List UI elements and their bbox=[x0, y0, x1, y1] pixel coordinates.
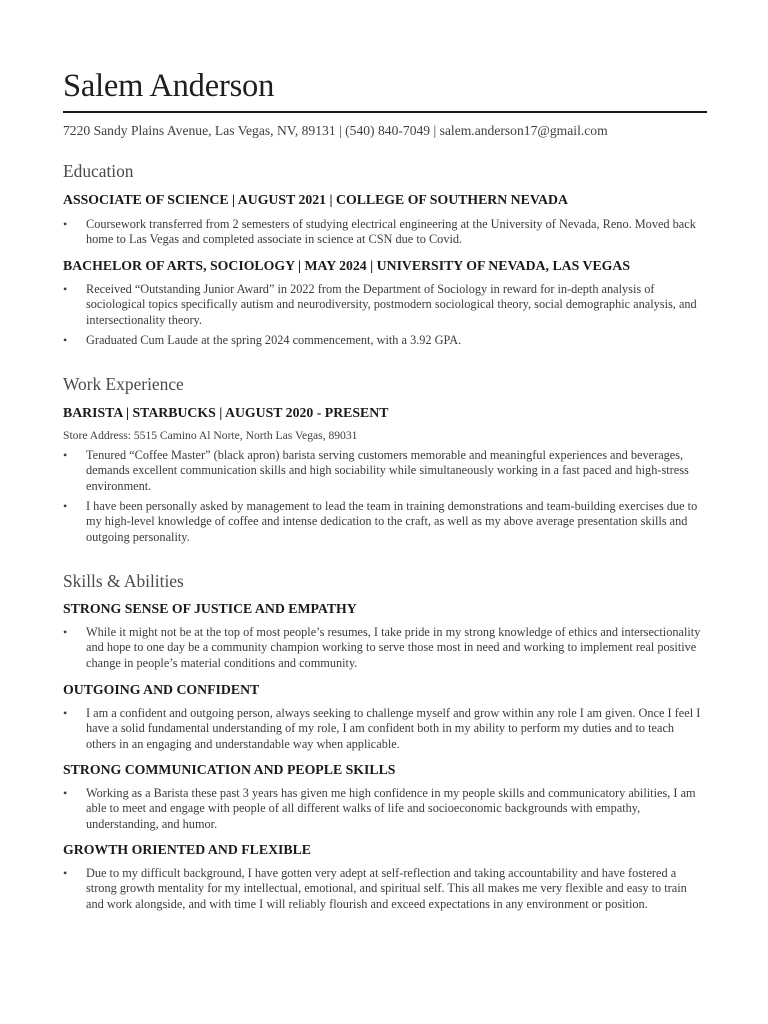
skill-entry bbox=[63, 601, 707, 617]
work-entry bbox=[63, 405, 707, 421]
bullet-text: Due to my difficult background, I have gotten very adept at self-reflection and taking accountability and have fostered a strong growth mentality for my intellectual, emotional, and spiritual self. This all makes me very flexible and easy to train and work alongside, and with time I will reliably flourish and exceed expectations in any environment or position. bbox=[86, 866, 687, 911]
list-item bbox=[63, 217, 707, 248]
education-heading: Education bbox=[63, 161, 134, 181]
bullet-text: I am a confident and outgoing person, always seeking to challenge myself and grow within any role I am given. Once I feel I have a solid fundamental understanding of my role, I am confident both in my ability to perform my duties and to teach others in an engaging and understandable way when applicable. bbox=[86, 706, 701, 751]
header-divider bbox=[63, 111, 707, 113]
contact-info: 7220 Sandy Plains Avenue, Las Vegas, NV, 89131 | (540) 840-7049 | salem.anderson17@gmail.com bbox=[63, 123, 608, 138]
entry-heading: BARISTA | STARBUCKS | AUGUST 2020 - PRESENT bbox=[63, 405, 389, 420]
bullet-list bbox=[63, 217, 707, 248]
bullet-icon: • bbox=[63, 786, 68, 800]
bullet-list bbox=[63, 282, 707, 328]
bullet-list bbox=[63, 333, 707, 348]
list-item bbox=[63, 448, 707, 494]
education-entry bbox=[63, 192, 707, 208]
education-section bbox=[63, 161, 707, 181]
entry-heading: GROWTH ORIENTED AND FLEXIBLE bbox=[63, 842, 312, 857]
skill-entry bbox=[63, 682, 707, 698]
entry-heading: ASSOCIATE OF SCIENCE | AUGUST 2021 | COLLEGE OF SOUTHERN NEVADA bbox=[63, 192, 568, 207]
bullet-icon: • bbox=[63, 706, 68, 720]
entry-heading: BACHELOR OF ARTS, SOCIOLOGY | MAY 2024 | UNIVERSITY OF NEVADA, LAS VEGAS bbox=[63, 258, 631, 273]
list-item bbox=[63, 786, 707, 832]
skill-entry bbox=[63, 762, 707, 778]
bullet-text: Graduated Cum Laude at the spring 2024 commencement, with a 3.92 GPA. bbox=[86, 333, 462, 347]
entry-heading: STRONG COMMUNICATION AND PEOPLE SKILLS bbox=[63, 762, 396, 777]
store-address: Store Address: 5515 Camino Al Norte, North Las Vegas, 89031 bbox=[63, 429, 358, 442]
bullet-icon: • bbox=[63, 625, 68, 639]
list-item bbox=[63, 625, 707, 671]
skills-section bbox=[63, 571, 707, 591]
bullet-text: Coursework transferred from 2 semesters of studying electrical engineering at the University of Nevada, Reno. Moved back home to Las Vegas and completed associate in science at CSN due to Covid. bbox=[86, 217, 696, 247]
list-item bbox=[63, 282, 707, 328]
bullet-icon: • bbox=[63, 866, 68, 880]
skills-heading: Skills & Abilities bbox=[63, 571, 184, 591]
list-item bbox=[63, 499, 707, 545]
bullet-icon: • bbox=[63, 499, 68, 513]
bullet-text: Received “Outstanding Junior Award” in 2022 from the Department of Sociology in reward for in-depth analysis of sociological topics specifically autism and neurodiversity, postmodern sociological theory, social demographic analysis, and intersectionality theory. bbox=[86, 282, 697, 327]
bullet-icon: • bbox=[63, 217, 68, 231]
list-item bbox=[63, 866, 707, 912]
list-item bbox=[63, 333, 707, 348]
bullet-text: Working as a Barista these past 3 years has given me high confidence in my people skills and communicatory abilities, I am able to meet and engage with people of all different walks of life and socioeconomic backgrounds with empathy, understanding, and humor. bbox=[86, 786, 696, 831]
bullet-text: While it might not be at the top of most people’s resumes, I take pride in my strong knowledge of ethics and intersectionality and hope to one day be a community champion working to serve those most in need and working to implement real positive change in people’s material conditions and community. bbox=[86, 625, 701, 670]
list-item bbox=[63, 706, 707, 752]
education-entry bbox=[63, 258, 707, 274]
bullet-list bbox=[63, 866, 707, 912]
bullet-icon: • bbox=[63, 448, 68, 462]
bullet-icon: • bbox=[63, 333, 68, 347]
bullet-list bbox=[63, 448, 707, 494]
bullet-list bbox=[63, 706, 707, 752]
entry-heading: STRONG SENSE OF JUSTICE AND EMPATHY bbox=[63, 601, 357, 616]
bullet-icon: • bbox=[63, 282, 68, 296]
bullet-list bbox=[63, 786, 707, 832]
bullet-text: Tenured “Coffee Master” (black apron) barista serving customers memorable and meaningful experiences and beverages, demands excellent communication skills and high sociability while simultaneously working in a fast paced and high-stress environment. bbox=[86, 448, 689, 493]
bullet-list bbox=[63, 625, 707, 671]
applicant-name: Salem Anderson bbox=[63, 68, 275, 104]
work-section bbox=[63, 374, 707, 394]
bullet-text: I have been personally asked by management to lead the team in training demonstrations and team-building exercises due to my high-level knowledge of coffee and intense dedication to the craft, as well as my above average presentation skills and outgoing personality. bbox=[86, 499, 698, 544]
entry-heading: OUTGOING AND CONFIDENT bbox=[63, 682, 260, 697]
skill-entry bbox=[63, 842, 707, 858]
bullet-list bbox=[63, 499, 707, 545]
work-heading: Work Experience bbox=[63, 374, 184, 394]
resume-page bbox=[63, 0, 707, 911]
